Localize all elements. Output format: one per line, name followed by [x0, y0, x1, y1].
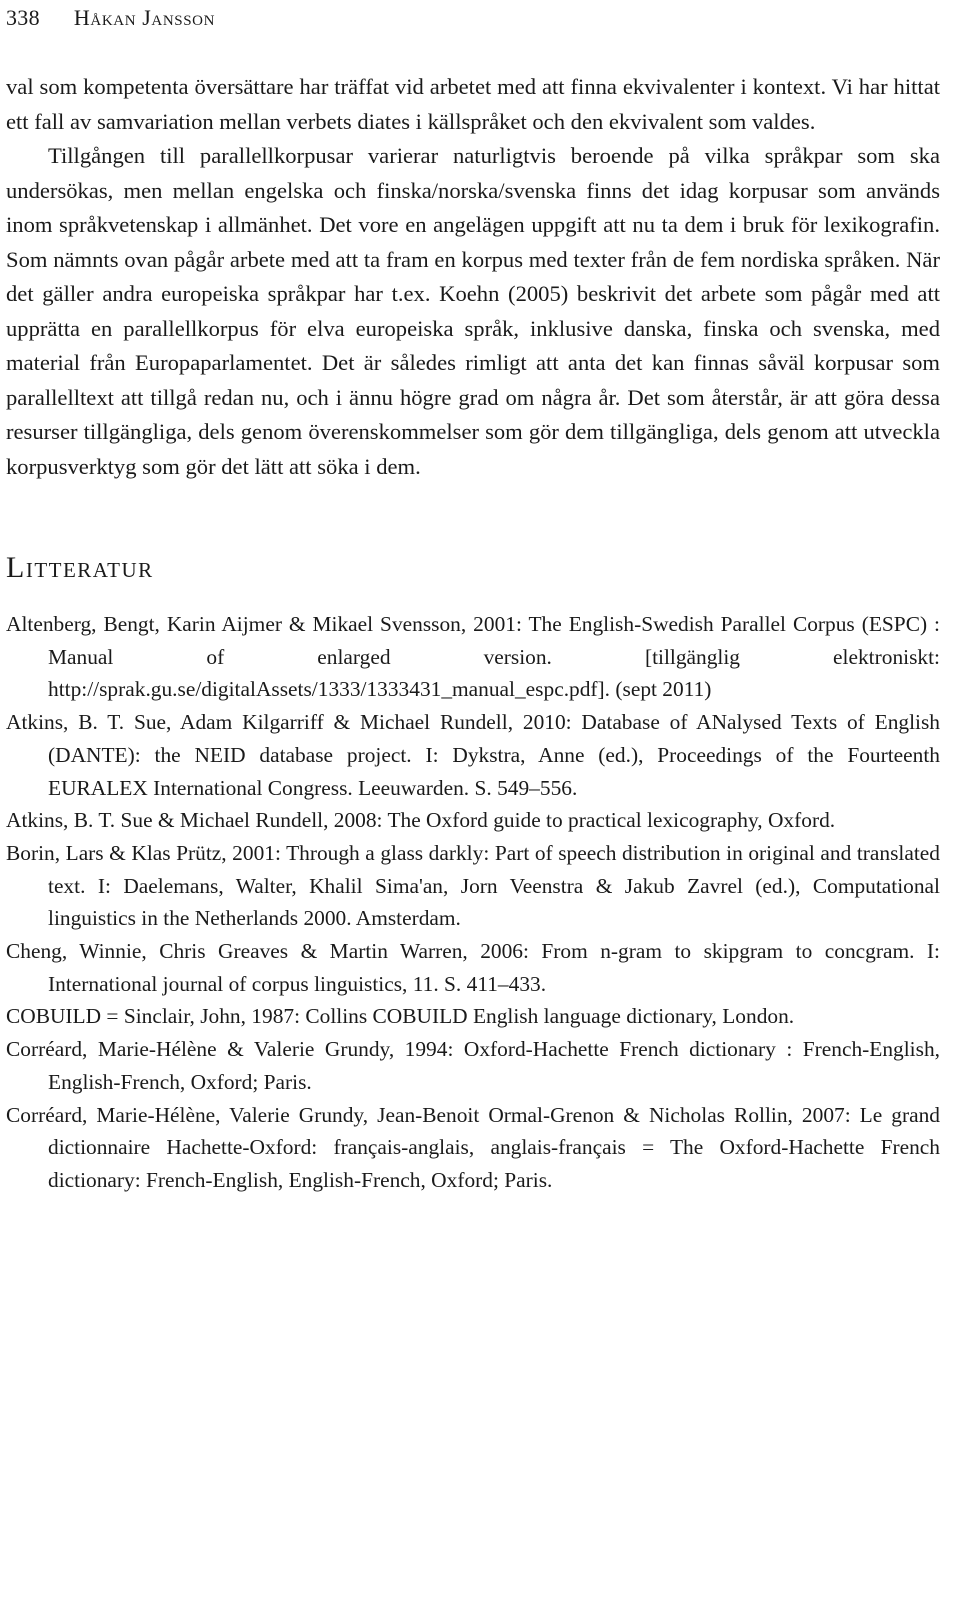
reference-item: Atkins, B. T. Sue & Michael Rundell, 2008: The Oxford guide to practical lexicography, Oxford. [6, 808, 836, 833]
reference-item: Corréard, Marie-Hélène, Valerie Grundy, Jean-Benoit Ormal-Grenon & Nicholas Rollin, 2007: Le grand dictionnaire Hachette-Oxford: français-anglais, anglais-français = The Oxford-Hachette French dictionary: French-English, English-French, Oxford; Paris. [6, 1102, 940, 1192]
running-head-author: Håkan Jansson [73, 5, 216, 30]
reference-item: Borin, Lars & Klas Prütz, 2001: Through a glass darkly: Part of speech distribution in original and translated text. I: Daelemans, Walter, Khalil Sima'an, Jorn Veenstra & Jakub Zavrel (ed.), Computational linguistics in the Netherlands 2000. Amsterdam. [6, 840, 940, 931]
body-text [6, 70, 940, 484]
paragraph-continued: val som kompetenta översättare har träffat vid arbetet med att finna ekvivalenter i kontext. Vi har hittat ett fall av samvariation mellan verbets diates i källspråket och den ekvivalent som valdes. [6, 74, 940, 134]
paragraph: Tillgången till parallellkorpusar varierar naturligtvis beroende på vilka språkpar som ska undersökas, men mellan engelska och finska/norska/svenska finns det idag korpusar som används inom språkvetenskap i allmänhet. Det vore en angelägen uppgift att nu ta dem i bruk för lexikografin. Som nämnts ovan pågår arbete med att ta fram en korpus med texter från de fem nordiska språken. När det gäller andra europeiska språkpar har t.ex. Koehn (2005) beskrivit det arbete som pågår med att upprätta en parallellkorpus för elva europeiska språk, inklusive danska, finska och svenska, med material från Europaparlamentet. Det är således rimligt att anta det kan finnas såväl korpusar som parallelltext att tillgå redan nu, och i ännu högre grad om några år. Det som återstår, är att göra dessa resurser tillgängliga, dels genom överenskommelser som gör dem tillgängliga, dels genom att utveckla korpusverktyg som gör det lätt att söka i dem. [6, 143, 940, 479]
reference-item: Atkins, B. T. Sue, Adam Kilgarriff & Michael Rundell, 2010: Database of ANalysed Texts of English (DANTE): the NEID database project. I: Dykstra, Anne (ed.), Proceedings of the Fourteenth EURALEX International Congress. Leeuwarden. S. 549–556. [6, 710, 940, 800]
running-head [6, 2, 940, 42]
reference-list [6, 608, 940, 1197]
page-number: 338 [6, 5, 40, 30]
document-page [6, 0, 940, 1197]
reference-item: Corréard, Marie-Hélène & Valerie Grundy, 1994: Oxford-Hachette French dictionary : French-English, English-French, Oxford; Paris. [6, 1037, 940, 1094]
reference-item: COBUILD = Sinclair, John, 1987: Collins COBUILD English language dictionary, London. [6, 1004, 795, 1029]
references-heading: Litteratur [6, 551, 154, 584]
reference-item: Altenberg, Bengt, Karin Aijmer & Mikael Svensson, 2001: The English-Swedish Parallel Corpus (ESPC) : Manual of enlarged version. [tillgänglig elektroniskt: http://sprak.gu.se/digitalAssets/1333/1333431_manual_espc.pdf]. (sept 2011) [6, 612, 940, 702]
reference-item: Cheng, Winnie, Chris Greaves & Martin Warren, 2006: From n-gram to skipgram to concgram. I: International journal of corpus linguistics, 11. S. 411–433. [6, 939, 940, 996]
